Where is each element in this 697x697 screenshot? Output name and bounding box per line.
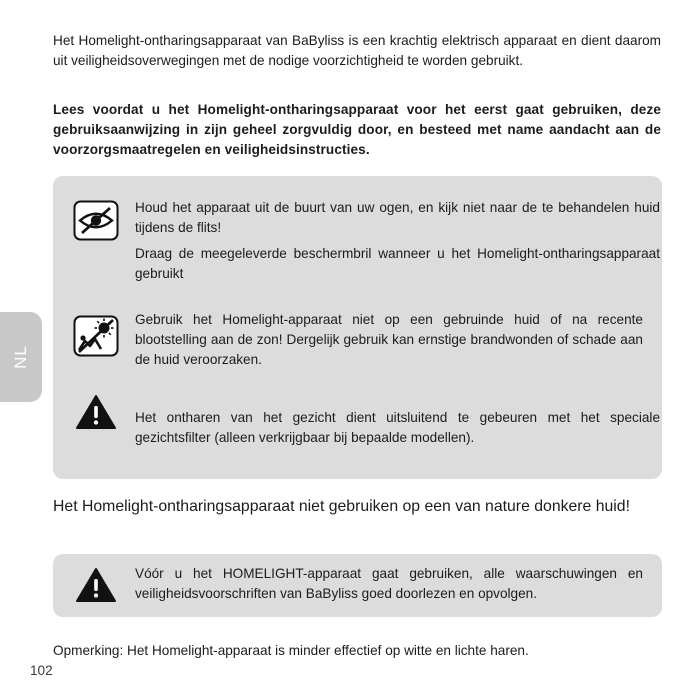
intro-bold-paragraph: Lees voordat u het Homelight-ontharingsapparaat voor het eerst gaat gebruiken, deze gebruiksaanwijzing in zijn geheel zorgvuldig door, en besteed met name aandacht aan de voorzorgsmaatregelen en veiligheidsinstructies. bbox=[53, 102, 661, 157]
eye-warning-text: Houd het apparaat uit de buurt van uw ogen, en kijk niet naar de te behandelen huid tijdens de flits! bbox=[135, 200, 660, 235]
language-tab bbox=[0, 312, 42, 402]
sun-warning-text: Gebruik het Homelight-apparaat niet op een gebruinde huid of na recente blootstelling aan de zon! Dergelijk gebruik kan ernstige brandwonden of schade aan de huid veroorzaken. bbox=[135, 312, 643, 367]
read-instructions-box bbox=[53, 554, 662, 617]
goggles-warning-text: Draag de meegeleverde beschermbril wanneer u het Homelight-ontharingsapparaat gebruikt bbox=[135, 246, 660, 281]
no-sunbathing-icon bbox=[73, 315, 119, 357]
read-instructions-text: Vóór u het HOMELIGHT-apparaat gaat gebruiken, alle waarschuwingen en veiligheidsvoorschriften van BaByliss goed doorlezen en opvolgen. bbox=[135, 566, 643, 601]
dark-skin-warning: Het Homelight-ontharingsapparaat niet gebruiken op een van nature donkere huid! bbox=[53, 498, 630, 515]
safety-box bbox=[53, 176, 662, 479]
face-warning-text: Het ontharen van het gezicht dient uitsluitend te gebeuren met het speciale gezichtsfilter (alleen verkrijgbaar bij bepaalde modellen). bbox=[135, 410, 660, 445]
note-text: Opmerking: Het Homelight-apparaat is minder effectief op witte en lichte haren. bbox=[53, 643, 529, 658]
warning-triangle-icon bbox=[75, 567, 117, 603]
language-tab-label: NL bbox=[11, 345, 30, 369]
eye-crossed-icon bbox=[73, 200, 119, 241]
intro-paragraph: Het Homelight-ontharingsapparaat van BaByliss is een krachtig elektrisch apparaat en dient daarom uit veiligheidsoverwegingen met de nodige voorzichtigheid te worden gebruikt. bbox=[53, 33, 661, 68]
page-number: 102 bbox=[30, 663, 53, 678]
warning-triangle-icon bbox=[75, 394, 117, 430]
